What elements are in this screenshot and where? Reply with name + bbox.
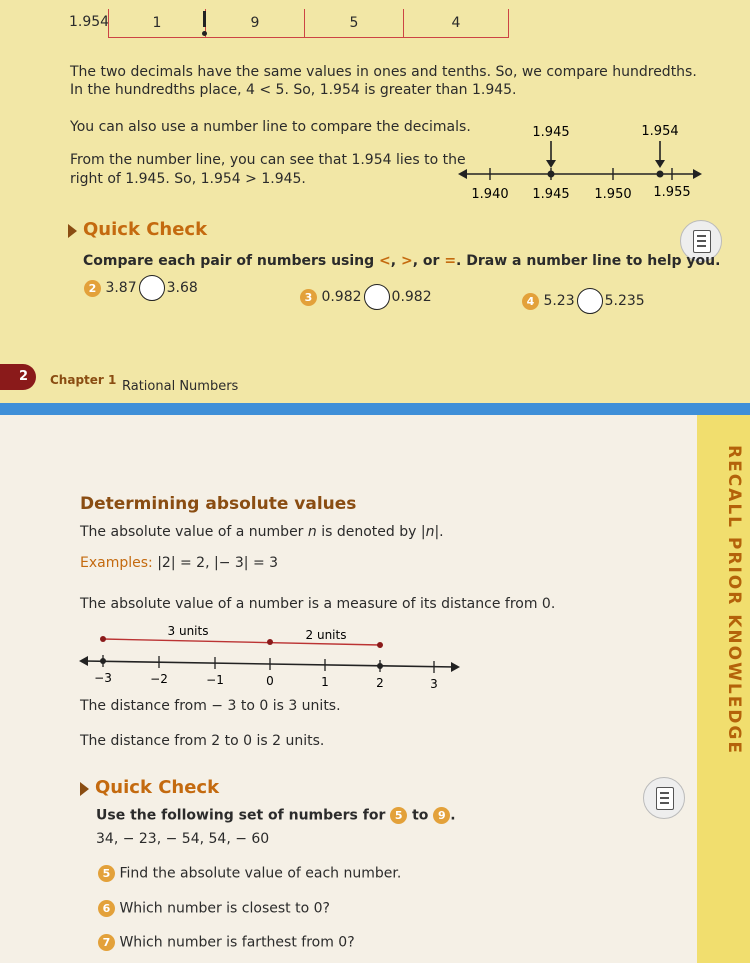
quick-check-instruction: Use the following set of numbers for 5 to 9 . — [96, 807, 456, 824]
tick-label: −3 — [94, 671, 112, 685]
tick-label: 1.950 — [594, 187, 632, 202]
play-triangle-icon — [68, 224, 77, 238]
item-number-badge: 6 — [98, 900, 115, 917]
paragraph-line: right of 1.945. So, 1.954 > 1.945. — [70, 171, 306, 187]
tick-label: 3 — [430, 677, 438, 689]
compare-item-4 — [522, 288, 645, 314]
quick-check-title: Quick Check — [95, 777, 220, 798]
arrow-label: 1.954 — [641, 124, 679, 139]
tick-label: −1 — [206, 673, 224, 687]
tick-label: 1.945 — [532, 187, 570, 202]
distance-label-left: 3 units — [167, 624, 209, 638]
number-set: 34, − 23, − 54, 54, − 60 — [96, 831, 270, 847]
question-text: Which number is closest to 0? — [119, 900, 330, 917]
quick-check-title: Quick Check — [83, 219, 208, 240]
question-item-6 — [98, 900, 330, 917]
distance-label-right: 2 units — [305, 628, 347, 642]
table-cell-tenths: 9 — [205, 9, 305, 38]
quick-check-heading — [80, 777, 219, 798]
textbook-page-top — [0, 0, 750, 403]
right-value: 0.982 — [391, 289, 432, 305]
left-value: 0.982 — [321, 289, 362, 305]
table-row-label: 1.954 — [69, 14, 110, 30]
decimal-point-dot — [202, 31, 207, 36]
intro-text: The absolute value of a number n is denoted by |n|. — [80, 524, 444, 540]
question-item-7 — [98, 934, 355, 951]
left-value: 3.87 — [105, 280, 137, 296]
examples-line — [80, 555, 278, 571]
compare-item-3 — [300, 284, 432, 310]
integer-number-line — [76, 621, 466, 689]
table-cell-ones: 1 — [108, 9, 206, 38]
table-cell-hundredths: 5 — [304, 9, 404, 38]
distance-text: The distance from − 3 to 0 is 3 units. — [80, 698, 341, 714]
item-number-badge: 7 — [98, 934, 115, 951]
examples-label: Examples: — [80, 555, 153, 571]
side-tab-label: RECALL PRIOR KNOWLEDGE — [724, 445, 744, 755]
section-heading: Determining absolute values — [80, 494, 357, 514]
answer-circle[interactable] — [139, 275, 165, 301]
decimal-point-marker — [203, 11, 206, 27]
tick-label: 2 — [376, 676, 384, 689]
compare-item-2 — [84, 275, 198, 301]
textbook-page-bottom — [0, 415, 750, 963]
right-value: 5.235 — [604, 293, 645, 309]
paragraph-line: The two decimals have the same values in ones and tenths. So, we compare hundredths. — [70, 64, 697, 80]
question-text: Find the absolute value of each number. — [119, 865, 402, 882]
item-number-badge: 5 — [390, 807, 407, 824]
item-number-badge: 5 — [98, 865, 115, 882]
measure-text: The absolute value of a number is a measure of its distance from 0. — [80, 596, 556, 612]
distance-text: The distance from 2 to 0 is 2 units. — [80, 733, 325, 749]
left-value: 5.23 — [543, 293, 575, 309]
paragraph-line: You can also use a number line to compare the decimals. — [70, 119, 471, 135]
tick-label: −2 — [150, 672, 168, 686]
tick-label: 0 — [266, 674, 274, 688]
page-number-badge: 2 — [0, 364, 36, 390]
item-number-badge: 3 — [300, 289, 317, 306]
worksheet-icon[interactable] — [643, 777, 685, 819]
footer-title: Rational Numbers — [122, 379, 239, 394]
play-triangle-icon — [80, 782, 89, 796]
decimal-number-line — [458, 118, 704, 208]
paragraph-line: From the number line, you can see that 1.954 lies to the — [70, 152, 466, 168]
question-item-5 — [98, 865, 401, 882]
tick-label: 1 — [321, 675, 329, 689]
item-number-badge: 2 — [84, 280, 101, 297]
tick-label: 1.940 — [471, 187, 509, 202]
paragraph-line: In the hundredths place, 4 < 5. So, 1.954 is greater than 1.945. — [70, 82, 517, 98]
answer-circle[interactable] — [577, 288, 603, 314]
quick-check-heading — [68, 219, 207, 240]
answer-circle[interactable] — [364, 284, 390, 310]
right-value: 3.68 — [166, 280, 198, 296]
quick-check-instruction: Compare each pair of numbers using <, >, or =. Draw a number line to help you. — [83, 253, 721, 269]
tick-label: 1.955 — [653, 185, 691, 200]
footer-chapter: Chapter 1 — [50, 373, 117, 387]
item-number-badge: 4 — [522, 293, 539, 310]
table-cell-thousandths: 4 — [403, 9, 509, 38]
examples-text: |2| = 2, |− 3| = 3 — [157, 555, 279, 571]
item-number-badge: 9 — [433, 807, 450, 824]
question-text: Which number is farthest from 0? — [119, 934, 355, 951]
arrow-label: 1.945 — [532, 125, 570, 140]
